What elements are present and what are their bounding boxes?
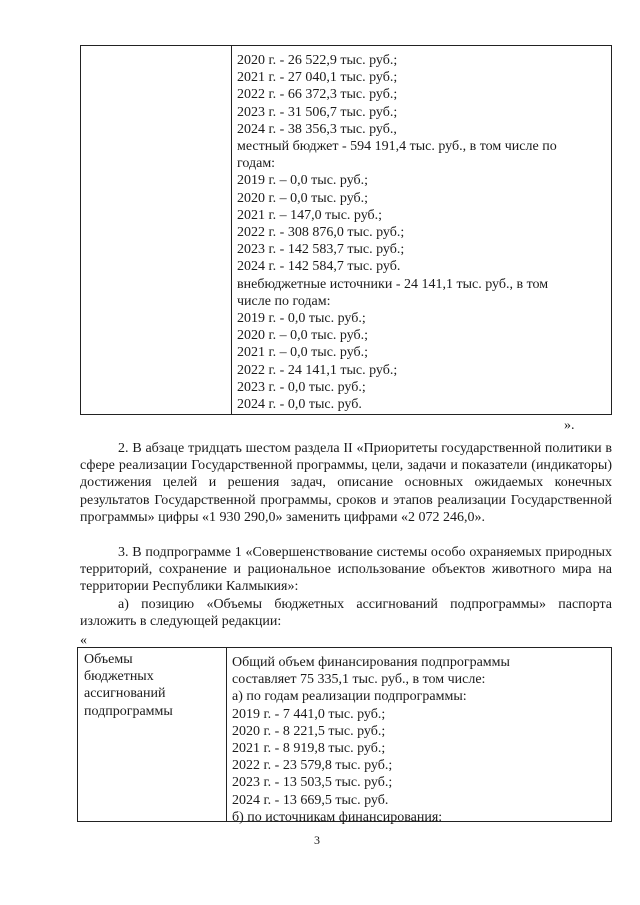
table1-line: 2021 г. – 147,0 тыс. руб.; [237, 207, 383, 223]
table1-line: 2023 г. - 31 506,7 тыс. руб.; [237, 104, 398, 120]
table1-line: 2021 г. - 27 040,1 тыс. руб.; [237, 70, 398, 86]
table2-line: 2022 г. - 23 579,8 тыс. руб.; [232, 758, 393, 774]
table1-line: внебюджетные источники - 24 141,1 тыс. руб., в том [237, 276, 549, 292]
table2-left-line: ассигнований [84, 686, 166, 702]
table2-line: 2020 г. - 8 221,5 тыс. руб.; [232, 723, 386, 739]
table2-line: Общий объем финансирования подпрограммы [232, 655, 510, 670]
closing-quote: ». [564, 418, 575, 433]
table2-line: 2019 г. - 7 441,0 тыс. руб.; [232, 706, 386, 722]
table2-line: б) по источникам финансирования: [232, 809, 443, 825]
table1-line: годам: [237, 156, 276, 172]
opening-quote: « [80, 633, 87, 648]
table1-line: 2024 г. - 0,0 тыс. руб. [237, 397, 362, 413]
table1-line: 2022 г. - 308 876,0 тыс. руб.; [237, 225, 405, 241]
table2-left-line: бюджетных [84, 669, 154, 685]
table1-line: 2020 г. – 0,0 тыс. руб.; [237, 328, 369, 344]
page-number: 3 [314, 833, 320, 847]
column-divider [226, 648, 227, 821]
table1-line: 2022 г. - 66 372,3 тыс. руб.; [237, 87, 398, 103]
table1-line: 2023 г. - 0,0 тыс. руб.; [237, 379, 366, 395]
paragraph-3: 3. В подпрограмме 1 «Совершенствование системы особо охраняемых природных территорий, сохранение и рациональное использование объектов животного мира на территории Республики Калмыкия»: [80, 545, 612, 595]
table2-left-cell [84, 651, 222, 720]
subprogram-funding-table [77, 647, 612, 825]
table2-line: 2021 г. - 8 919,8 тыс. руб.; [232, 741, 386, 757]
funding-table-continued [80, 45, 612, 415]
column-divider [231, 46, 232, 414]
table1-line: 2020 г. - 26 522,9 тыс. руб.; [237, 53, 398, 68]
table2-left-line: Объемы [84, 652, 133, 667]
paragraph-4: а) позицию «Объемы бюджетных ассигнований подпрограммы» паспорта изложить в следующей редакции: [80, 597, 612, 630]
table2-line: составляет 75 335,1 тыс. руб., в том числе: [232, 672, 486, 688]
table1-line: местный бюджет - 594 191,4 тыс. руб., в том числе по [237, 139, 557, 155]
table1-line: 2022 г. - 24 141,1 тыс. руб.; [237, 362, 398, 378]
table2-right-cell [232, 654, 603, 826]
table1-line: 2023 г. - 142 583,7 тыс. руб.; [237, 242, 405, 258]
table1-line: 2019 г. – 0,0 тыс. руб.; [237, 173, 369, 189]
table1-line: 2019 г. - 0,0 тыс. руб.; [237, 311, 366, 327]
table2-line: 2024 г. - 13 669,5 тыс. руб. [232, 792, 389, 808]
table1-line: числе по годам: [237, 293, 331, 309]
table1-right-cell [237, 52, 603, 413]
table2-left-line: подпрограммы [84, 703, 173, 719]
paragraph-2: 2. В абзаце тридцать шестом раздела II «Приоритеты государственной политики в сфере реализации Государственной программы, цели, задачи и показатели (индикаторы) достижения целей и решения задач, описание основных ожидаемых конечных результатов Государственной программы, сроков и этапов реализации Государственной программы» цифры «1 930 290,0» заменить цифрами «2 072 246,0». [80, 441, 612, 525]
table1-line: 2024 г. - 38 356,3 тыс. руб., [237, 121, 397, 137]
table1-line: 2021 г. – 0,0 тыс. руб.; [237, 345, 369, 361]
table2-line: а) по годам реализации подпрограммы: [232, 689, 467, 705]
table1-line: 2024 г. - 142 584,7 тыс. руб. [237, 259, 401, 275]
table2-line: 2023 г. - 13 503,5 тыс. руб.; [232, 775, 393, 791]
table1-line: 2020 г. – 0,0 тыс. руб.; [237, 190, 369, 206]
